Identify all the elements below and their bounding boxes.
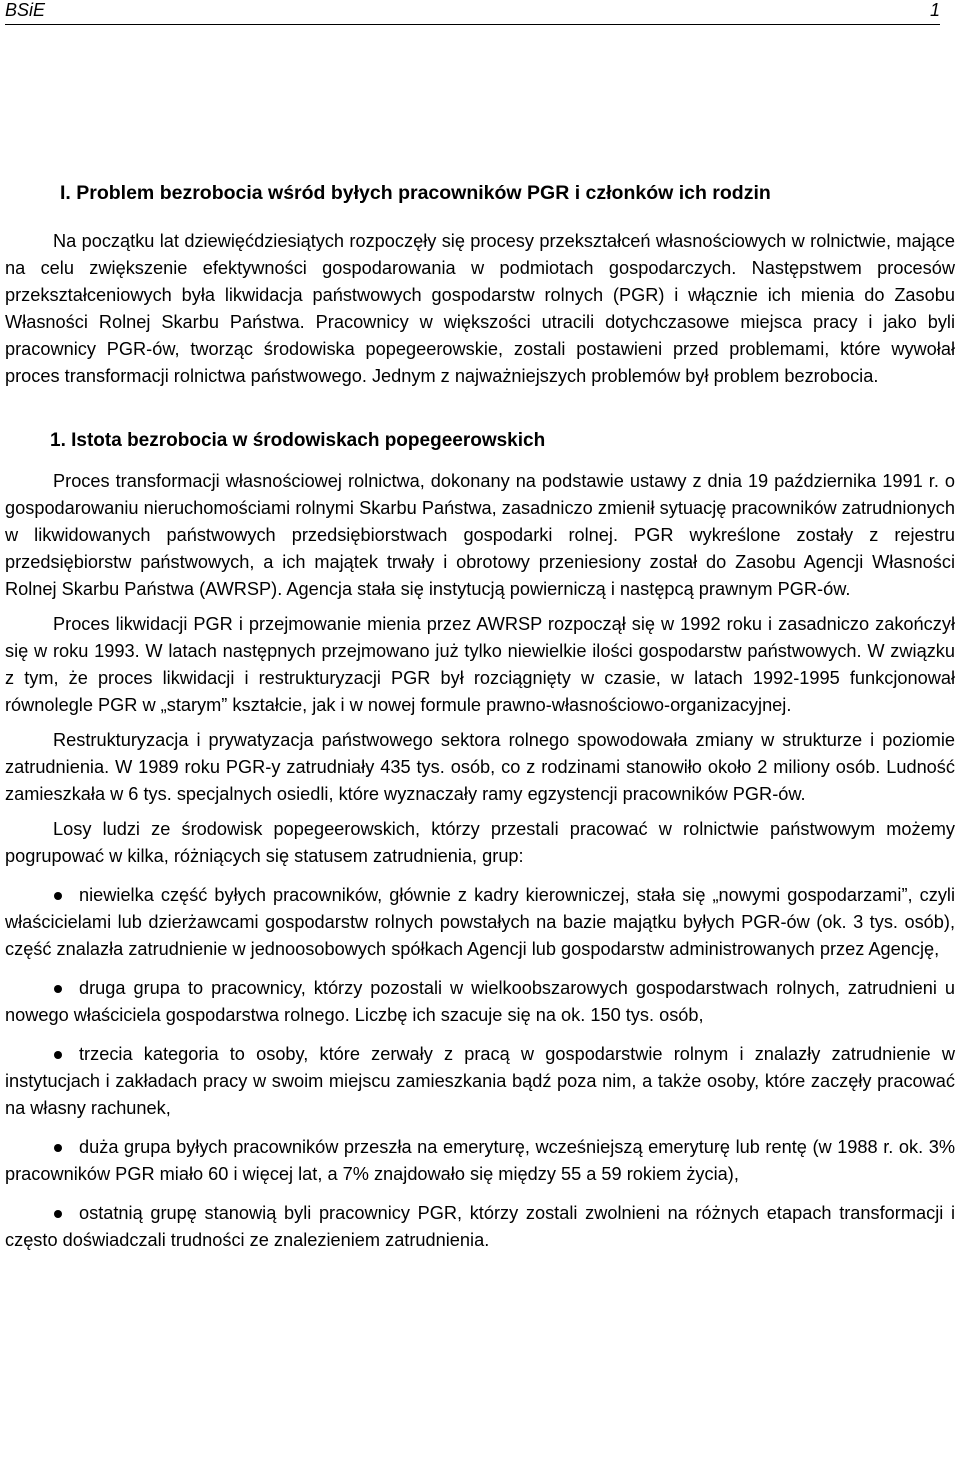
bullet-icon [54, 1210, 62, 1218]
intro-paragraph: Na początku lat dziewięćdziesiątych rozpoczęły się procesy przekształceń własnościowych w rolnictwie, mające na celu zwiększenie efektywności gospodarowania w podmiotach gospodarczych. Następstwem procesów przekształceniowych była likwidacja państwowych gospodarstw rolnych (PGR) i włącznie ich mienia do Zasobu Własności Rolnej Skarbu Państwa. Pracownicy w większości utracili dotychczasowe miejsca pracy i jako byli pracownicy PGR-ów, tworząc środowiska popegeerowskie, zostali postawieni przed problemami, które wywołał proces transformacji rolnictwa państwowego. Jednym z najważniejszych problemów był problem bezrobocia. [5, 231, 955, 386]
list-item [5, 975, 955, 1029]
header-title: BSiE [5, 0, 46, 20]
document-body [5, 178, 955, 1266]
body-paragraph: Proces likwidacji PGR i przejmowanie mienia przez AWRSP rozpoczął się w 1992 roku i zasadniczo zakończył się w roku 1993. W latach następnych przejmowano już tylko niewielkie ilości gospodarstw państwowych. W związku z tym, że proces likwidacji i restrukturyzacji PGR był rozciągnięty w czasie, w latach 1992-1995 funkcjonował równolegle PGR w „starym” kształcie, jak i w nowej formule prawno-własnościowo-organizacyjnej. [5, 614, 955, 715]
bullet-icon [54, 985, 62, 993]
list-item-text: ostatnią grupę stanowią byli pracownicy PGR, którzy zostali zwolnieni na różnych etapach transformacji i często doświadczali trudności ze znalezieniem zatrudnienia. [5, 1203, 955, 1250]
bullet-list [5, 882, 955, 1254]
page-number: 1 [929, 0, 940, 20]
list-item-text: druga grupa to pracownicy, którzy pozostali w wielkoobszarowych gospodarstwach rolnych, zatrudnieni u nowego właściciela gospodarstwa rolnego. Liczbę ich szacuje się na ok. 150 tys. osób, [5, 978, 955, 1025]
list-item-text: trzecia kategoria to osoby, które zerwały z pracą w gospodarstwie rolnym i znalazły zatrudnienie w instytucjach i zakładach pracy w swoim miejscu zamieszkania bądź poza nim, a także osoby, które zaczęły pracować na własny rachunek, [5, 1044, 955, 1118]
section-heading: 1. Istota bezrobocia w środowiskach popegeerowskich [50, 430, 546, 451]
bullet-icon [54, 1144, 62, 1152]
bullet-icon [54, 892, 62, 900]
chapter-heading: I. Problem bezrobocia wśród byłych pracowników PGR i członków ich rodzin [60, 182, 771, 204]
bullet-icon [54, 1051, 62, 1059]
body-paragraph: Restrukturyzacja i prywatyzacja państwowego sektora rolnego spowodowała zmiany w strukturze i poziomie zatrudnienia. W 1989 roku PGR-y zatrudniały 435 tys. osób, co z rodzinami stanowiło około 2 miliony osób. Ludność zamieszkała w 6 tys. specjalnych osiedli, które wyznaczały ramy egzystencji pracowników PGR-ów. [5, 730, 955, 804]
body-paragraph: Proces transformacji własnościowej rolnictwa, dokonany na podstawie ustawy z dnia 19 października 1991 r. o gospodarowaniu nieruchomościami rolnymi Skarbu Państwa, zasadniczo zmienił sytuację pracowników zatrudnionych w likwidowanych państwowych przedsiębiorstwach gospodarki rolnej. PGR wykreślone zostały z rejestru przedsiębiorstw państwowych, a ich majątek trwały i obrotowy przeniesiony został do Zasobu Agencji Własności Rolnej Skarbu Państwa (AWRSP). Agencja stała się instytucją powierniczą i następcą prawnym PGR-ów. [5, 471, 955, 599]
list-item [5, 882, 955, 963]
list-item-text: duża grupa byłych pracowników przeszła na emeryturę, wcześniejszą emeryturę lub rentę (w 1988 r. ok. 3% pracowników PGR miało 60 i więcej lat, a 7% znajdowało się między 55 a 59 rokiem życia), [5, 1137, 955, 1184]
running-header [5, 0, 940, 25]
list-item [5, 1134, 955, 1188]
list-item-text: niewielka część byłych pracowników, głównie z kadry kierowniczej, stała się „nowymi gospodarzami”, czyli właścicielami lub dzierżawcami gospodarstw rolnych powstałych na bazie majątku byłych PGR-ów (ok. 3 tys. osób), część znalazła zatrudnienie w jednoosobowych spółkach Agencji lub gospodarstw administrowanych przez Agencję, [5, 885, 955, 959]
list-item [5, 1041, 955, 1122]
list-item [5, 1200, 955, 1254]
body-paragraph: Losy ludzi ze środowisk popegeerowskich, którzy przestali pracować w rolnictwie państwowym możemy pogrupować w kilka, różniących się statusem zatrudnienia, grup: [5, 819, 955, 866]
